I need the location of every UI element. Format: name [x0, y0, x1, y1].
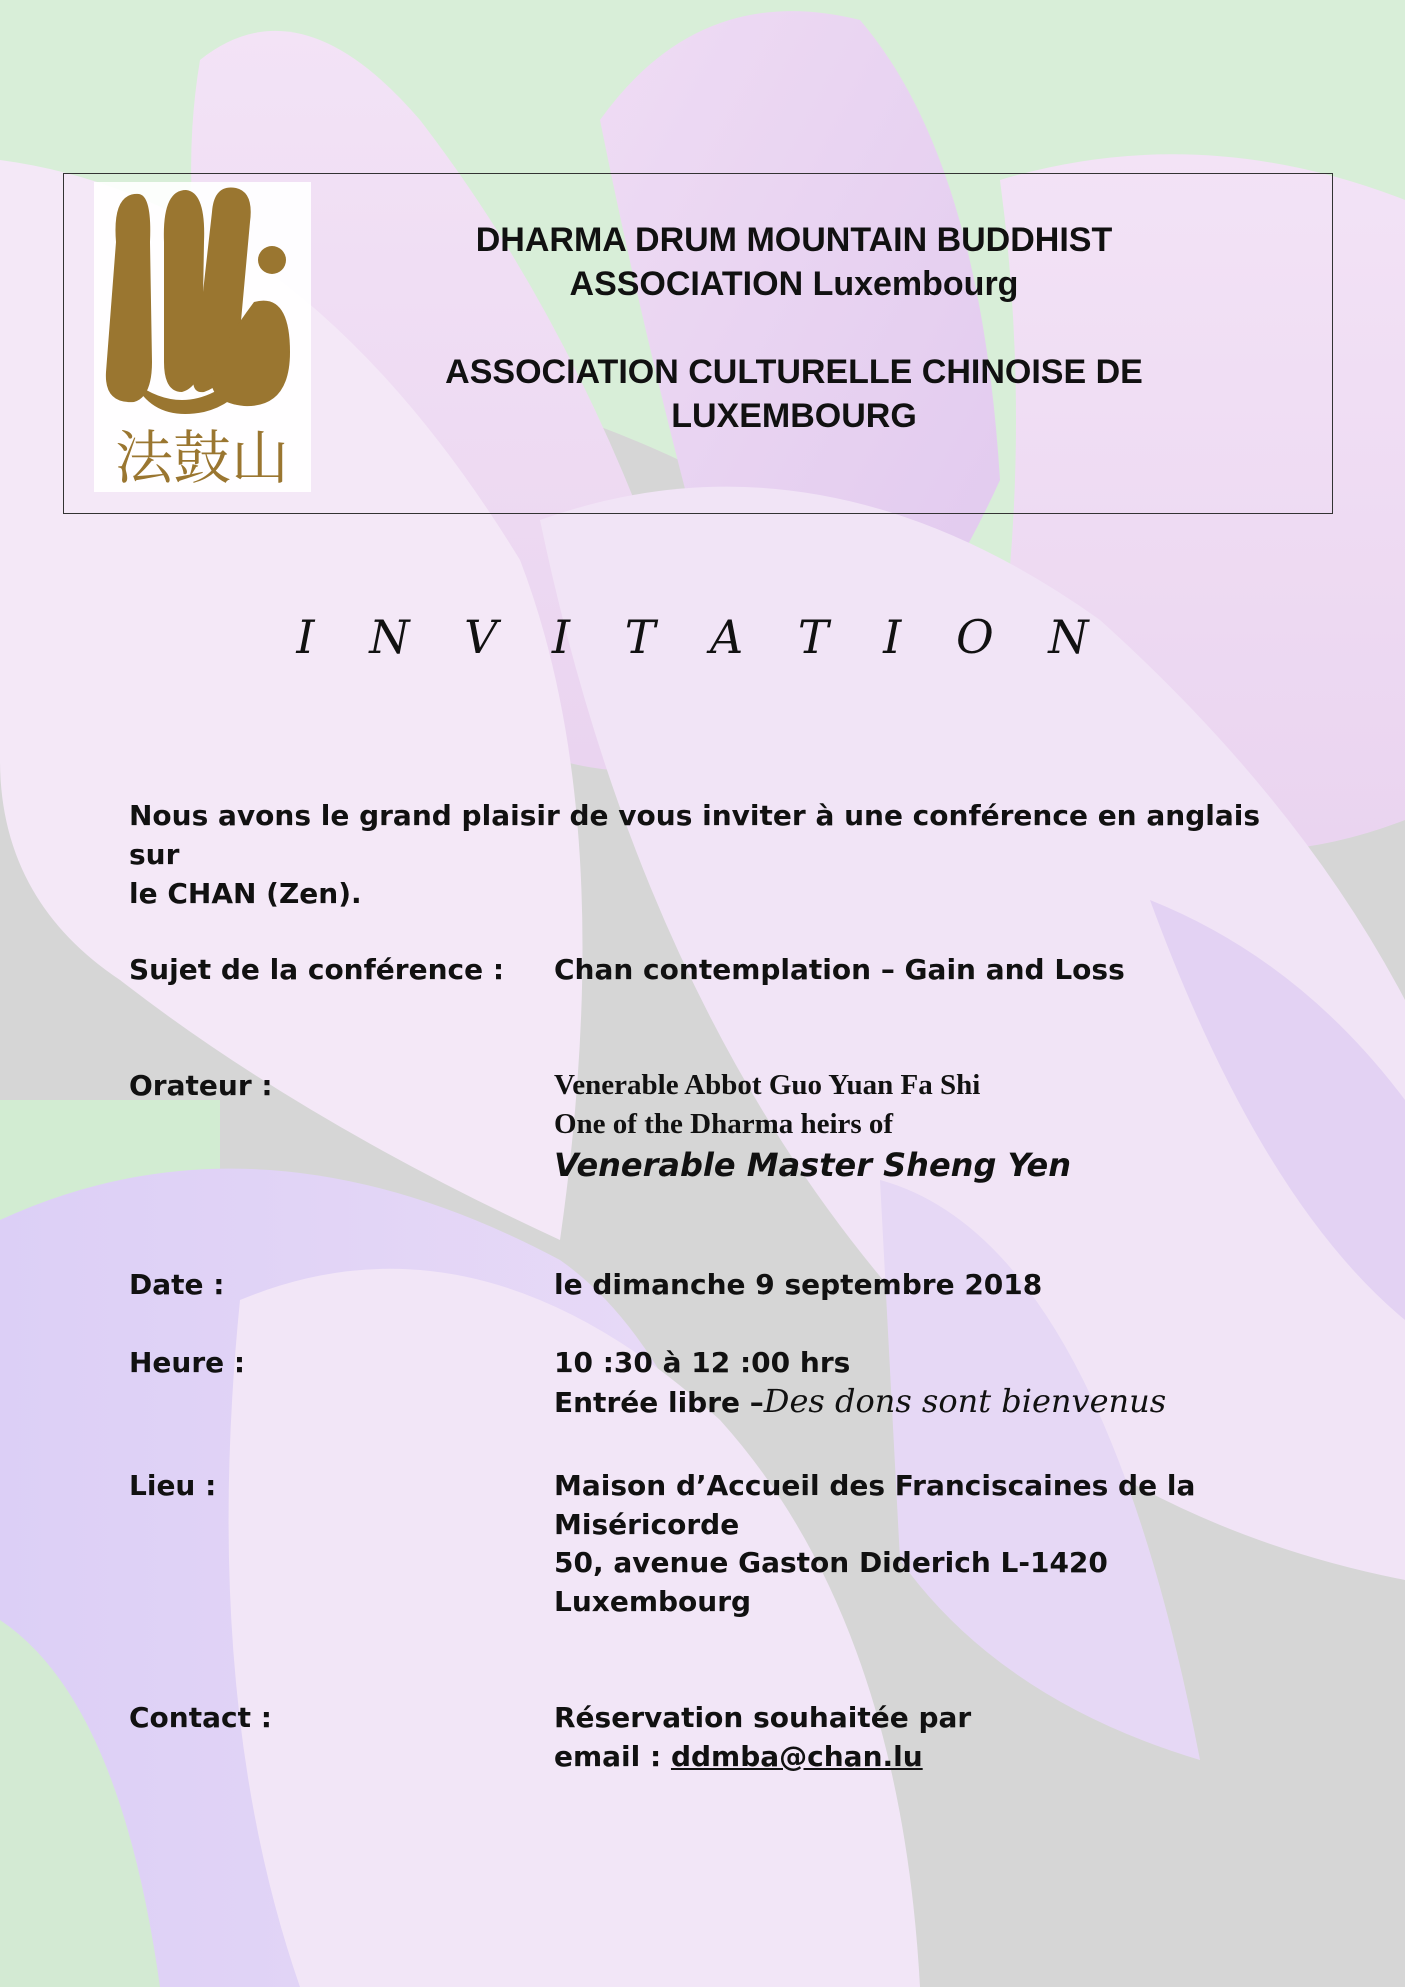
place-label: Lieu :: [129, 1469, 217, 1502]
place-line2: Miséricorde: [554, 1508, 740, 1541]
org-name-accl: [354, 350, 1234, 438]
time-value: 10 :30 à 12 :00 hrs: [554, 1346, 851, 1379]
contact-email-line: [554, 1737, 923, 1776]
contact-email-prefix: email :: [554, 1740, 671, 1773]
intro-line2: le CHAN (Zen).: [129, 877, 362, 910]
speaker-label: Orateur :: [129, 1069, 273, 1102]
hand-logo-icon: [94, 182, 311, 492]
org-name-ddm: [354, 218, 1234, 306]
dharma-drum-logo: [94, 182, 311, 492]
date-value: le dimanche 9 septembre 2018: [554, 1268, 1043, 1301]
org-ddm-line1: DHARMA DRUM MOUNTAIN BUDDHIST: [475, 221, 1113, 259]
invitation-title: I N V I T A T I O N: [296, 610, 1109, 664]
speaker-line3: Venerable Master Sheng Yen: [554, 1146, 1072, 1184]
logo-chinese-text: 法鼓山: [114, 424, 290, 492]
intro-paragraph: [129, 796, 1289, 913]
place-line4: Luxembourg: [554, 1585, 752, 1618]
entry-donations: Des dons sont bienvenus: [763, 1382, 1167, 1420]
contact-line1: Réservation souhaitée par: [554, 1701, 972, 1734]
speaker-line2: One of the Dharma heirs of: [554, 1108, 894, 1140]
subject-label: Sujet de la conférence :: [129, 953, 505, 986]
org-ddm-line2: ASSOCIATION Luxembourg: [569, 265, 1019, 303]
entry-prefix: Entrée libre –: [554, 1386, 764, 1419]
place-line1: Maison d’Accueil des Franciscaines de la: [554, 1469, 1196, 1502]
place-line3: 50, avenue Gaston Diderich L-1420: [554, 1546, 1108, 1579]
speaker-line1: Venerable Abbot Guo Yuan Fa Shi: [554, 1069, 981, 1101]
header-box: [63, 173, 1333, 514]
contact-label: Contact :: [129, 1701, 272, 1734]
contact-email-link[interactable]: ddmba@chan.lu: [670, 1740, 923, 1773]
subject-value: Chan contemplation – Gain and Loss: [554, 953, 1125, 986]
intro-line1: Nous avons le grand plaisir de vous inviter à une conférence en anglais sur: [129, 799, 1260, 871]
date-label: Date :: [129, 1268, 225, 1301]
org-accl-line1: ASSOCIATION CULTURELLE CHINOISE DE: [445, 353, 1143, 391]
time-label: Heure :: [129, 1346, 246, 1379]
entry-line: [554, 1382, 1166, 1422]
org-accl-line2: LUXEMBOURG: [671, 397, 917, 435]
